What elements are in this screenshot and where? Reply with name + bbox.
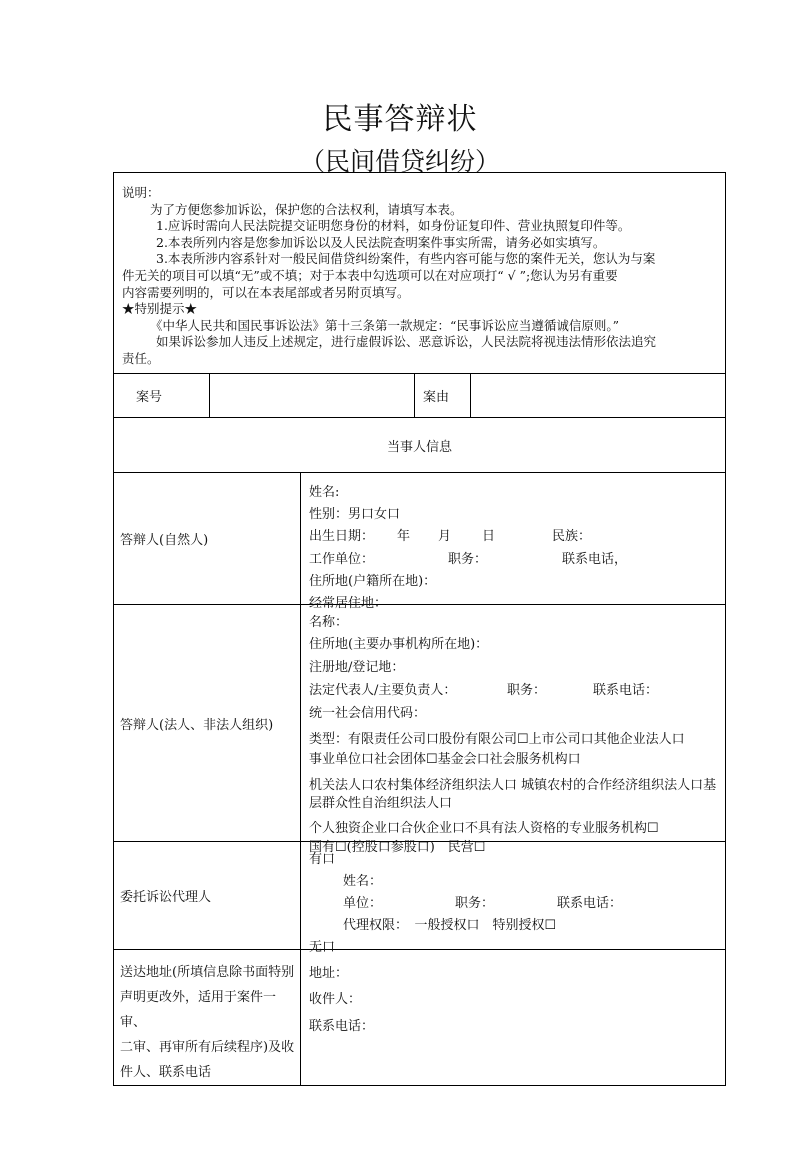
service-label-line-3: 二审、再审所有后续程序)及收 (120, 1040, 295, 1055)
lp-phone-field[interactable]: 联系电话： (593, 683, 659, 698)
service-label-line-1: 送达地址(所填信息除书面特别 (120, 965, 295, 980)
agent-no-checkbox[interactable]: 无口 (309, 940, 336, 955)
service-label-line-2: 声明更改外，适用于案件一审、 (120, 990, 277, 1030)
instructions-item-1: 1.应诉时需向人民法院提交证明您身份的材料，如身份证复印件、营业执照复印件等。 (156, 218, 631, 234)
np-birth-year: 年 (397, 529, 411, 544)
instructions-heading: 说明： (122, 185, 160, 200)
np-position-field[interactable]: 职务： (448, 552, 488, 567)
document-title: 民事答辩状 (322, 102, 478, 137)
np-domicile-field[interactable]: 住所地(户籍所在地)： (309, 574, 437, 589)
natural-person-label: 答辩人(自然人) (114, 473, 301, 605)
lp-type-options-2[interactable]: 事业单位口社会团体☐基金会口社会服务机构口 (309, 752, 581, 767)
lp-type-options-5[interactable]: 个人独资企业口合伙企业口不具有法人资格的专业服务机构☐ (309, 821, 659, 836)
lp-type-options-4[interactable]: 层群众性自治组织法人口 (309, 796, 453, 811)
lp-position-field[interactable]: 职务： (507, 683, 547, 698)
legal-person-details (301, 605, 726, 855)
agent-name-field[interactable]: 姓名： (343, 874, 383, 889)
np-birth-field[interactable]: 出生日期： (309, 529, 375, 544)
service-label-line-4: 件人、联系电话 (120, 1065, 212, 1080)
service-address-field[interactable]: 地址： (309, 966, 349, 981)
instructions-cell (114, 173, 726, 374)
service-address-label (114, 950, 301, 1086)
lp-credit-code-field[interactable]: 统一社会信用代码： (309, 706, 427, 721)
service-recipient-field[interactable]: 收件人： (309, 992, 362, 1007)
agent-unit-field[interactable]: 单位： (343, 896, 383, 911)
service-address-details (301, 950, 726, 1086)
lp-registration-field[interactable]: 注册地/登记地： (309, 660, 405, 675)
instructions-intro: 为了方便您参加诉讼，保护您的合法权利，请填写本表。 (150, 201, 463, 217)
case-cause-label: 案由 (415, 374, 471, 418)
instructions-item-3: 3.本表所涉内容系针对一般民间借贷纠纷案件，有些内容可能与您的案件无关，您认为与案 (156, 251, 656, 267)
instructions-item-3-cont: 件无关的项目可以填“无”或不填；对于本表中勾选项可以在对应项打“ √ ”;您认为另有重要 (122, 267, 618, 283)
np-phone-field[interactable]: 联系电话， (562, 552, 628, 567)
agent-authority-options[interactable]: 代理权限： 一般授权口 特别授权☐ (343, 918, 557, 933)
defense-form-table (113, 172, 726, 1086)
np-birth-month: 月 (438, 529, 452, 544)
agent-position-field[interactable]: 职务： (455, 896, 495, 911)
instructions-item-3-cont2: 内容需要列明的，可以在本表尾部或者另附页填写。 (122, 284, 410, 300)
document-subtitle: （民间借贷纠纷） (299, 147, 500, 176)
instructions (114, 173, 725, 368)
np-birth-day: 日 (482, 529, 496, 544)
lp-type-options-6[interactable]: 国有☐(控股口参股口) 民营☐ (309, 840, 486, 855)
warning-text: 如果诉讼参加人违反上述规定，进行虚假诉讼、恶意诉讼，人民法院将视违法情形依法追究 (156, 334, 657, 350)
lp-type-options-3[interactable]: 机关法人口农村集体经济组织法人口 城镇农村的合作经济组织法人口基 (309, 778, 717, 793)
np-gender-field[interactable]: 性别：男口女口 (309, 507, 401, 522)
agent-yes-checkbox[interactable]: 有口 (309, 852, 336, 867)
warning-text-cont: 责任。 (122, 350, 160, 366)
section-title: 当事人信息 (114, 418, 726, 473)
special-notice-heading: ★特别提示★ (122, 301, 198, 317)
case-number-label: 案号 (114, 374, 210, 418)
lp-type-options[interactable]: 类型：有限责任公司口股份有限公司☐上市公司口其他企业法人口 (309, 732, 685, 747)
natural-person-details (301, 473, 726, 611)
case-cause-field[interactable] (471, 374, 726, 418)
agent-details (301, 842, 726, 955)
np-work-unit-field[interactable]: 工作单位： (309, 552, 375, 567)
lp-name-field[interactable]: 名称： (309, 615, 349, 630)
service-phone-field[interactable]: 联系电话： (309, 1019, 375, 1034)
np-name-field[interactable]: 姓名: (309, 485, 340, 500)
np-ethnicity-field[interactable]: 民族： (552, 529, 592, 544)
legal-person-label: 答辩人(法人、非法人组织) (114, 605, 301, 842)
law-quote: 《中华人民共和国民事诉讼法》第十三条第一款规定：“民事诉讼应当遵循诚信原则。” (150, 317, 620, 333)
agent-phone-field[interactable]: 联系电话： (557, 896, 623, 911)
lp-address-field[interactable]: 住所地(主要办事机构所在地)： (309, 637, 489, 652)
agent-label: 委托诉讼代理人 (114, 842, 301, 950)
case-number-field[interactable] (210, 374, 415, 418)
np-residence-field[interactable]: 经常居住地： (309, 596, 388, 611)
instructions-item-2: 2.本表所列内容是您参加诉讼以及人民法院查明案件事实所需，请务必如实填写。 (156, 234, 606, 250)
lp-representative-field[interactable]: 法定代表人/主要负责人： (309, 683, 457, 698)
